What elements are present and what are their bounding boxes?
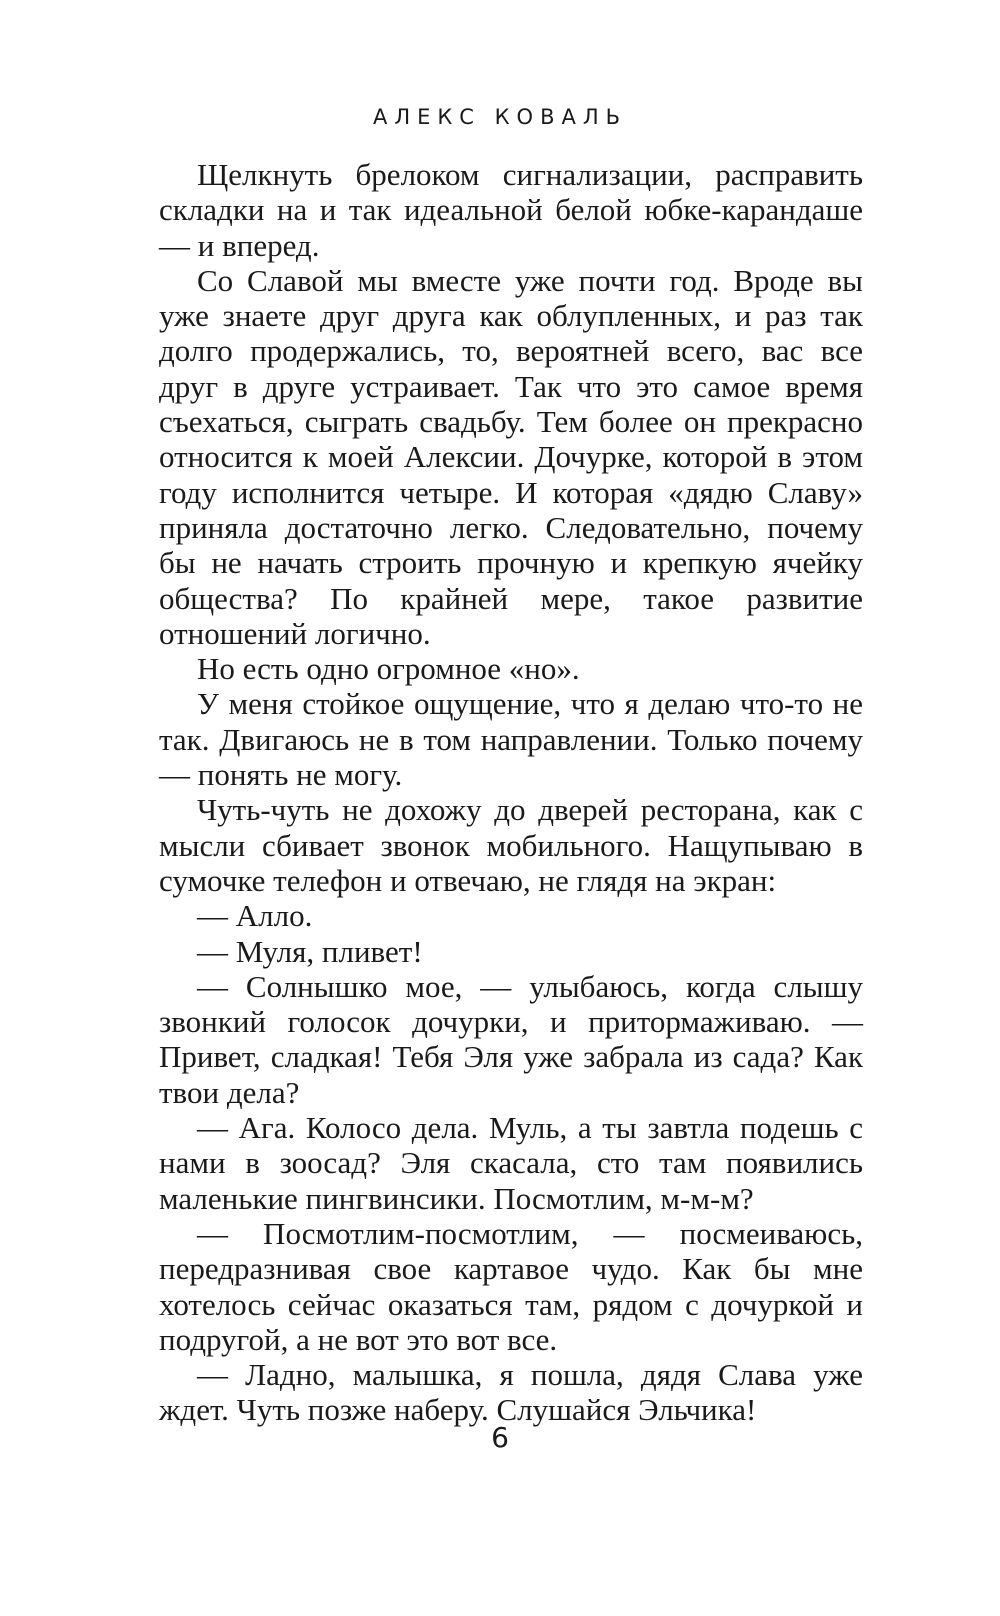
page-number: 6 [491,1421,509,1454]
paragraph: — Муля, пливет! [197,933,423,969]
paragraph: — Солнышко мое, — улыбаюсь, когда слышу звонкий голосок дочурки, и притормаживаю. — Привет, сладкая! Тебя Эля уже забрала из сада? Как твои дела? [159,968,863,1110]
paragraph: Чуть-чуть не дохожу до дверей ресторана, как с мысли сбивает звонок мобильного. Нащупываю в сумочке телефон и отвечаю, не глядя на экран: [159,792,863,898]
paragraph: — Ладно, малышка, я пошла, дядя Слава уже ждет. Чуть позже наберу. Слушайся Эльчика! [159,1357,863,1428]
running-head-author: АЛЕКС КОВАЛЬ [372,105,628,129]
paragraph: — Алло. [197,898,313,934]
body-text [159,157,863,1428]
paragraph: — Посмотлим-посмотлим, — посмеиваюсь, передразнивая свое картавое чудо. Как бы мне хотелось сейчас оказаться там, рядом с дочуркой и подругой, а не вот это вот все. [159,1215,863,1357]
paragraph: Но есть одно огромное «но». [197,651,580,687]
paragraph: У меня стойкое ощущение, что я делаю что-то не так. Двигаюсь не в том направлении. Только почему — понять не могу. [159,686,863,793]
paragraph: — Ага. Колосо дела. Муль, а ты завтла подешь с нами в зоосад? Эля скасала, сто там появились маленькие пингвинсики. Посмотлим, м-м-м? [159,1110,863,1216]
paragraph: Щелкнуть брелоком сигнализации, расправить складки на и так идеальной белой юбке-карандаше — и вперед. [159,157,863,263]
paragraph: Со Славой мы вместе уже почти год. Вроде вы уже знаете друг друга как облупленных, и раз так долго продержались, то, вероятней всего, вас все друг в друге устраивает. Так что это самое время съехаться, сыграть свадьбу. Тем более он прекрасно относится к моей Алексии. Дочурке, которой в этом году исполнится четыре. И которая «дядю Славу» приняла достаточно легко. Следовательно, почему бы не начать строить прочную и крепкую ячейку общества? По крайней мере, такое развитие отношений логично. [159,262,863,651]
